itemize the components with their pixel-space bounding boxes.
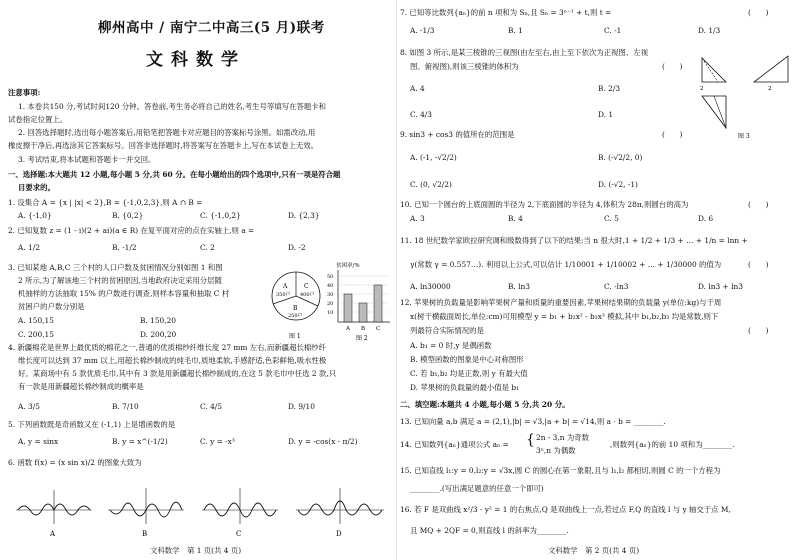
q11-option-b: B. ln3 — [508, 282, 530, 291]
q11-line: 11. 18 世纪数学家欧拉研究调和级数得到了以下的结果:当 n 很大时,1 + 1/2 + 1/3 + … + 1/n = lnn + — [400, 236, 748, 245]
q12-line: 列最符合实际情况的是 — [410, 326, 484, 335]
q9-option-a: A. (-1, -√2/2) — [410, 153, 457, 162]
section-2-heading: 二、填空题:本题共 4 小题,每小题 5 分,共 20 分。 — [400, 400, 570, 409]
pie-value-c: 400户 — [300, 292, 315, 298]
q12-option-b: B. 模型函数的图象是中心对称图形 — [410, 355, 524, 364]
q12-line: 12. 苹果树的负载量是影响苹果树产量和质量的重要因素,苹果树结果期的负载量 y(单位:kg)与干周 — [400, 298, 722, 307]
bar-tick: 40 — [327, 283, 334, 289]
q8-option-b: B. 2/3 — [598, 84, 621, 93]
q3-line: 贫困户的户数分别是 — [18, 302, 85, 311]
graph-c — [202, 488, 278, 538]
notice-line: 3. 考试结束,将本试题和答题卡一并交回。 — [18, 155, 156, 164]
q16-line: 且 MQ + 2QF = 0,则直线 l 的斜率为________. — [410, 526, 569, 535]
q5-option-b: B. y = x^(-1/2) — [112, 437, 168, 446]
q7-option-b: B. 1 — [508, 26, 523, 35]
q3-line: 机抽样的方法抽取 15% 的户数进行调查,则样本容量和抽取 C 村 — [18, 289, 230, 298]
q3-line: 2 所示,为了解该地三个村的贫困原因,当地政府决定采用分层随 — [18, 276, 222, 285]
pie-label-a: A — [283, 283, 288, 290]
q2-option-c: C. 2 — [200, 243, 215, 252]
q11-answer-paren: ( ) — [748, 260, 769, 269]
page-divider — [396, 0, 397, 560]
q4-line: 好。某商场中有 5 款优质毛巾,其中有 3 款是用新疆超长棉纱制成的,在这 5 款毛巾中任选 2 款,只 — [18, 369, 337, 378]
q8-dim: 2 — [700, 86, 704, 92]
q1-option-c: C. {-1,0,2} — [200, 211, 241, 220]
q1-option-a: A. {-1,0} — [18, 211, 52, 220]
q10-option-c: C. 5 — [604, 214, 619, 223]
q8-option-a: A. 4 — [410, 84, 425, 93]
section-1-heading: 一、选择题:本大题共 12 小题,每小题 5 分,共 60 分。在每小题给出的四个选项中,只有一项是符合题 — [8, 170, 341, 179]
q2-option-d: D. -2 — [288, 243, 306, 252]
q14-brace: { — [526, 432, 535, 448]
q4-option-b: B. 7/10 — [112, 402, 139, 411]
q7-answer-paren: ( ) — [748, 8, 769, 17]
q8-option-c: C. 4/3 — [410, 110, 432, 119]
subject-title: 文科数学 — [146, 50, 246, 70]
q8-line: 8. 如图 3 所示,是某三棱锥的三视图(由左至右,由上至下依次为正视图、左视 — [400, 48, 649, 57]
q3-bar-chart — [324, 260, 394, 344]
graph-b — [108, 488, 184, 538]
notice-line: 2. 回答选择题时,选出每小题答案后,用铅笔把答题卡对应题目的答案标号涂黑。如需改动,用 — [18, 128, 316, 137]
q9-option-b: B. (-√2/2, 0) — [598, 153, 643, 162]
q12-option-a: A. b₁ = 0 时,y 是偶函数 — [410, 341, 492, 350]
q3-option-b: B. 150,20 — [140, 316, 176, 325]
notice-line: 橡皮擦干净后,再选涂其它答案标号。回答非选择题时,将答案写在答题卡上,写在本试卷上无效。 — [8, 141, 319, 150]
graph-c-label: C — [236, 530, 242, 538]
pie-value-b: 250户 — [288, 313, 303, 319]
notice-line: 试卷指定位置上。 — [8, 115, 68, 124]
page-1 — [0, 0, 396, 560]
pie-label-c: C — [304, 283, 309, 290]
q4-option-c: C. 4/5 — [200, 402, 222, 411]
q9-option-d: D. (-√2, -1) — [598, 180, 638, 189]
q11-option-a: A. ln30000 — [410, 282, 451, 291]
page-2-footer: 文科数学 第 2 页(共 4 页) — [548, 546, 640, 555]
q4-line: 维长度可以达到 37 mm 以上,用超长棉纱制成的纯毛巾,质地柔软,手感舒适,色彩鲜艳,吸水性极 — [18, 356, 327, 365]
q9-answer-paren: ( ) — [662, 130, 683, 139]
q4-line: 4. 新疆棉花是世界上最优质的棉花之一,普通的优质棉纱纤维长度 27 mm 左右,而新疆超长棉纱纤 — [8, 343, 327, 352]
q2-option-a: A. 1/2 — [18, 243, 40, 252]
section-1-heading-cont: 目要求的。 — [18, 183, 55, 192]
q10-stem: 10. 已知一个圆台的上底面圆的半径为 2,下底面圆的半径为 4,体积为 28π,则圆台的高为 — [400, 200, 689, 209]
graph-b-label: B — [142, 530, 148, 538]
q7-option-d: D. 1/3 — [698, 26, 721, 35]
q14-case-1: 2n - 3,n 为奇数 — [536, 433, 589, 442]
q12-option-d: D. 苹果树的负载量的最小值是 b₁ — [410, 383, 520, 392]
graph-a — [16, 490, 92, 538]
bar-category: B — [361, 326, 366, 332]
q11-option-d: D. ln3 + ln3 — [698, 282, 743, 291]
q10-option-d: D. 6 — [698, 214, 714, 223]
q3-option-c: C. 200,15 — [18, 330, 54, 339]
q14-case-2: 3ⁿ,n 为偶数 — [536, 446, 576, 455]
q1-option-d: D. {2,3} — [288, 211, 320, 220]
q3-pie-chart — [268, 268, 324, 344]
q15-line: ________.(写出满足题意的任意一个即可) — [410, 484, 544, 493]
q1-stem: 1. 设集合 A = {x | |x| < 2},B = {-1,0,2,3},则 A ∩ B = — [8, 198, 203, 207]
q2-stem: 2. 已知复数 z = (1 - i)(2 + ai)(a ∈ R) 在复平面对应的点在实轴上,则 a = — [8, 226, 255, 235]
q9-stem: 9. sin3 + cos3 的值所在的范围是 — [400, 130, 515, 139]
q3-option-d: D. 200,20 — [140, 330, 177, 339]
exam-header: 柳州高中 / 南宁二中高三(5 月)联考 — [98, 20, 325, 36]
bar-a — [344, 294, 352, 322]
q10-answer-paren: ( ) — [748, 200, 769, 209]
graph-a-label: A — [50, 530, 56, 538]
q8-dim: 2 — [768, 86, 772, 92]
q8-option-d: D. 1 — [598, 110, 614, 119]
notice-title: 注意事项: — [8, 88, 41, 97]
q4-option-d: D. 9/10 — [288, 402, 315, 411]
notice-line: 1. 本卷共150 分,考试时间120 分钟。答卷前,考生务必将自己的姓名,考生号等填写在答题卡和 — [18, 102, 327, 111]
q10-option-a: A. 3 — [410, 214, 425, 223]
q14-lead: 14. 已知数列{aₙ}通项公式 aₙ = — [400, 440, 509, 449]
bar-caption: 图 2 — [356, 335, 368, 342]
q8-three-view-figure — [698, 52, 792, 144]
q16-line: 16. 若 F 是双曲线 x²/3 - y² = 1 的右焦点,Q 是双曲线上一点,若过点 F,Q 的直线 l 与 y 轴交于点 M, — [400, 505, 731, 514]
bar-b — [359, 303, 367, 322]
q3-option-a: A. 150,15 — [18, 316, 54, 325]
q10-option-b: B. 4 — [508, 214, 523, 223]
q12-option-c: C. 若 b₁,b₂ 均是正数,则 y 有最大值 — [410, 369, 528, 378]
bar-tick: 10 — [327, 310, 334, 316]
q4-option-a: A. 3/5 — [18, 402, 40, 411]
q8-caption: 图 3 — [738, 133, 750, 140]
q12-answer-paren: ( ) — [748, 326, 769, 335]
q5-stem: 5. 下列函数既是奇函数又在 (-1,1) 上是增函数的是 — [8, 420, 176, 429]
q13-text: 13. 已知向量 a,b 满足 a = (2,1),|b| = √3,|a + b| = √14,则 a · b = ________. — [400, 417, 666, 426]
pie-value-a: 350户 — [276, 292, 291, 298]
bar-tick: 30 — [327, 292, 334, 298]
graph-d — [296, 488, 384, 538]
page-2 — [398, 0, 794, 560]
page-1-footer: 文科数学 第 1 页(共 4 页) — [150, 546, 242, 555]
q12-line: x(树干横截面周长,单位:cm)可用模型 y = b₁ + b₂x² - b₃x³ 模拟,其中 b₁,b₂,b₃ 均是常数,则下 — [410, 312, 719, 321]
q6-graph-options — [12, 484, 392, 538]
q7-option-a: A. -1/3 — [410, 26, 435, 35]
bar-category: C — [376, 326, 381, 332]
q6-stem: 6. 函数 f(x) = (x sin x)/2 的图象大致为 — [8, 458, 142, 467]
bar-tick: 20 — [327, 301, 334, 307]
bar-c — [374, 285, 382, 322]
bar-y-label: 贫困率/% — [336, 263, 360, 269]
q8-answer-paren: ( ) — [662, 62, 683, 71]
q3-line: 3. 已知某地 A,B,C 三个村的人口户数及贫困情况分别如图 1 和图 — [8, 263, 223, 272]
q2-option-b: B. -1/2 — [112, 243, 137, 252]
q14-tail: ,则数列{aₙ}的前 10 项和为________. — [610, 440, 735, 449]
q8-line: 图、俯视图),则该三棱锥的体积为 — [410, 62, 519, 71]
bar-tick: 50 — [327, 274, 334, 280]
q5-option-d: D. y = -cos(x - π/2) — [288, 437, 358, 446]
pie-label-b: B — [293, 305, 298, 312]
q1-option-b: B. {0,2} — [112, 211, 144, 220]
q9-option-c: C. (0, √2/2) — [410, 180, 452, 189]
q7-stem: 7. 已知等比数列{aₙ}的前 n 项和为 Sₙ,且 Sₙ = 3ⁿ⁻¹ + t,则 t = — [400, 8, 612, 17]
q11-option-c: C. -ln3 — [604, 282, 629, 291]
graph-d-label: D — [336, 530, 342, 538]
q5-option-a: A. y = sinx — [18, 437, 59, 446]
pie-caption: 图 1 — [289, 333, 301, 340]
q11-line: γ(常数 γ = 0.557…). 利用以上公式,可以估计 1/10001 + 1/10002 + … + 1/30000 的值为 — [410, 260, 722, 269]
q4-line: 有一款是用新疆超长棉纱制成的概率是 — [18, 382, 144, 391]
q15-line: 15. 已知直线 l₁:y = 0,l₂:y = √3x,圆 C 的圆心在第一象限,且与 l₁,l₂ 都相切,则圆 C 的一个方程为 — [400, 466, 721, 475]
q5-option-c: C. y = -x³ — [200, 437, 235, 446]
bar-category: A — [346, 326, 350, 332]
q7-option-c: C. -1 — [604, 26, 622, 35]
